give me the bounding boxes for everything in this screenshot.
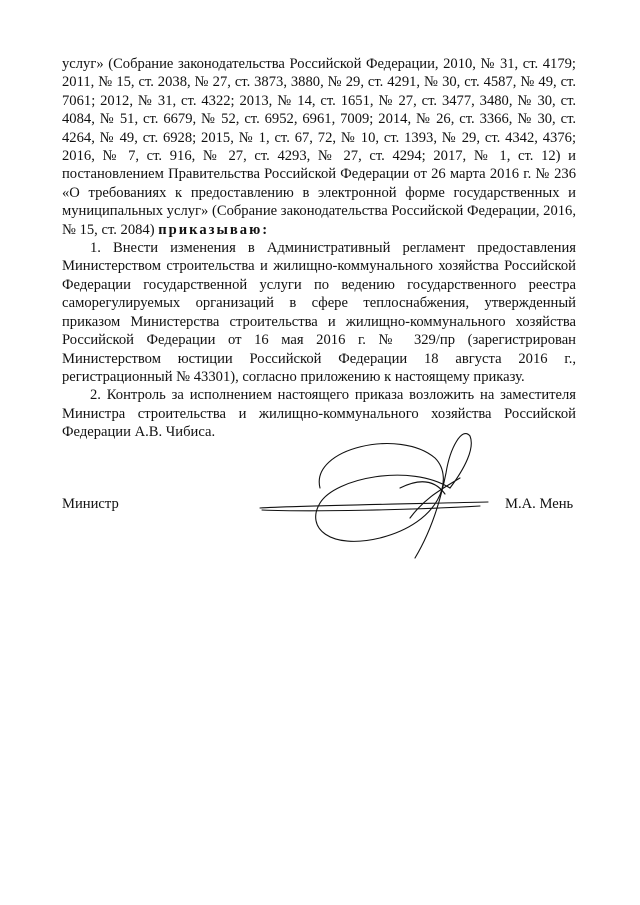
document-body xyxy=(62,55,576,442)
signatory-name: М.А. Мень xyxy=(505,496,574,512)
order-word: приказываю: xyxy=(158,221,270,238)
paragraph-item-1: 1. Внести изменения в Административный регламент предоставления Министерством строительства и жилищно-коммунального хозяйства Российской Федерации государственной услуги по ведению государственного реестра саморегулируемых организаций в сфере теплоснабжения, утвержденный приказом Министерства строительства и жилищно-коммунального хозяйства Российской Федерации от 16 мая 2016 г. № 329/пр (зарегистрирован Министерством юстиции Российской Федерации 18 августа 2016 г., регистрационный № 43301), согласно приложению к настоящему приказу. xyxy=(62,240,576,385)
paragraph-legal-basis xyxy=(62,55,576,239)
signatory-title: Министр xyxy=(62,496,119,512)
paragraph-item-2: 2. Контроль за исполнением настоящего приказа возложить на заместителя Министра строительства и жилищно-коммунального хозяйства Российской Федерации А.В. Чибиса. xyxy=(62,387,576,441)
handwritten-signature xyxy=(250,428,490,563)
legal-basis-text: услуг» (Собрание законодательства Российской Федерации, 2010, № 31, ст. 4179; 2011, № 15, ст. 2038, № 27, ст. 3873, 3880, № 29, ст. 4291, № 30, ст. 4587, № 49, ст. 7061; 2012, № 31, ст. 4322; 2013, № 14, ст. 1651, № 27, ст. 3477, 3480, № 30, ст. 4084, № 51, ст. 6679, № 52, ст. 6952, 6961, 7009; 2014, № 26, ст. 3366, № 30, ст. 4264, № 49, ст. 6928; 2015, № 1, ст. 67, 72, № 10, ст. 1393, № 29, ст. 4342, 4376; 2016, № 7, ст. 916, № 27, ст. 4293, № 27, ст. 4294; 2017, № 1, ст. 12) и постановлением Правительства Российской Федерации от 26 марта 2016 г. № 236 «О требованиях к предоставлению в электронной форме государственных и муниципальных услуг» (Собрание законодательства Российской Федерации, 2016, № 15, ст. 2084) xyxy=(62,56,577,238)
